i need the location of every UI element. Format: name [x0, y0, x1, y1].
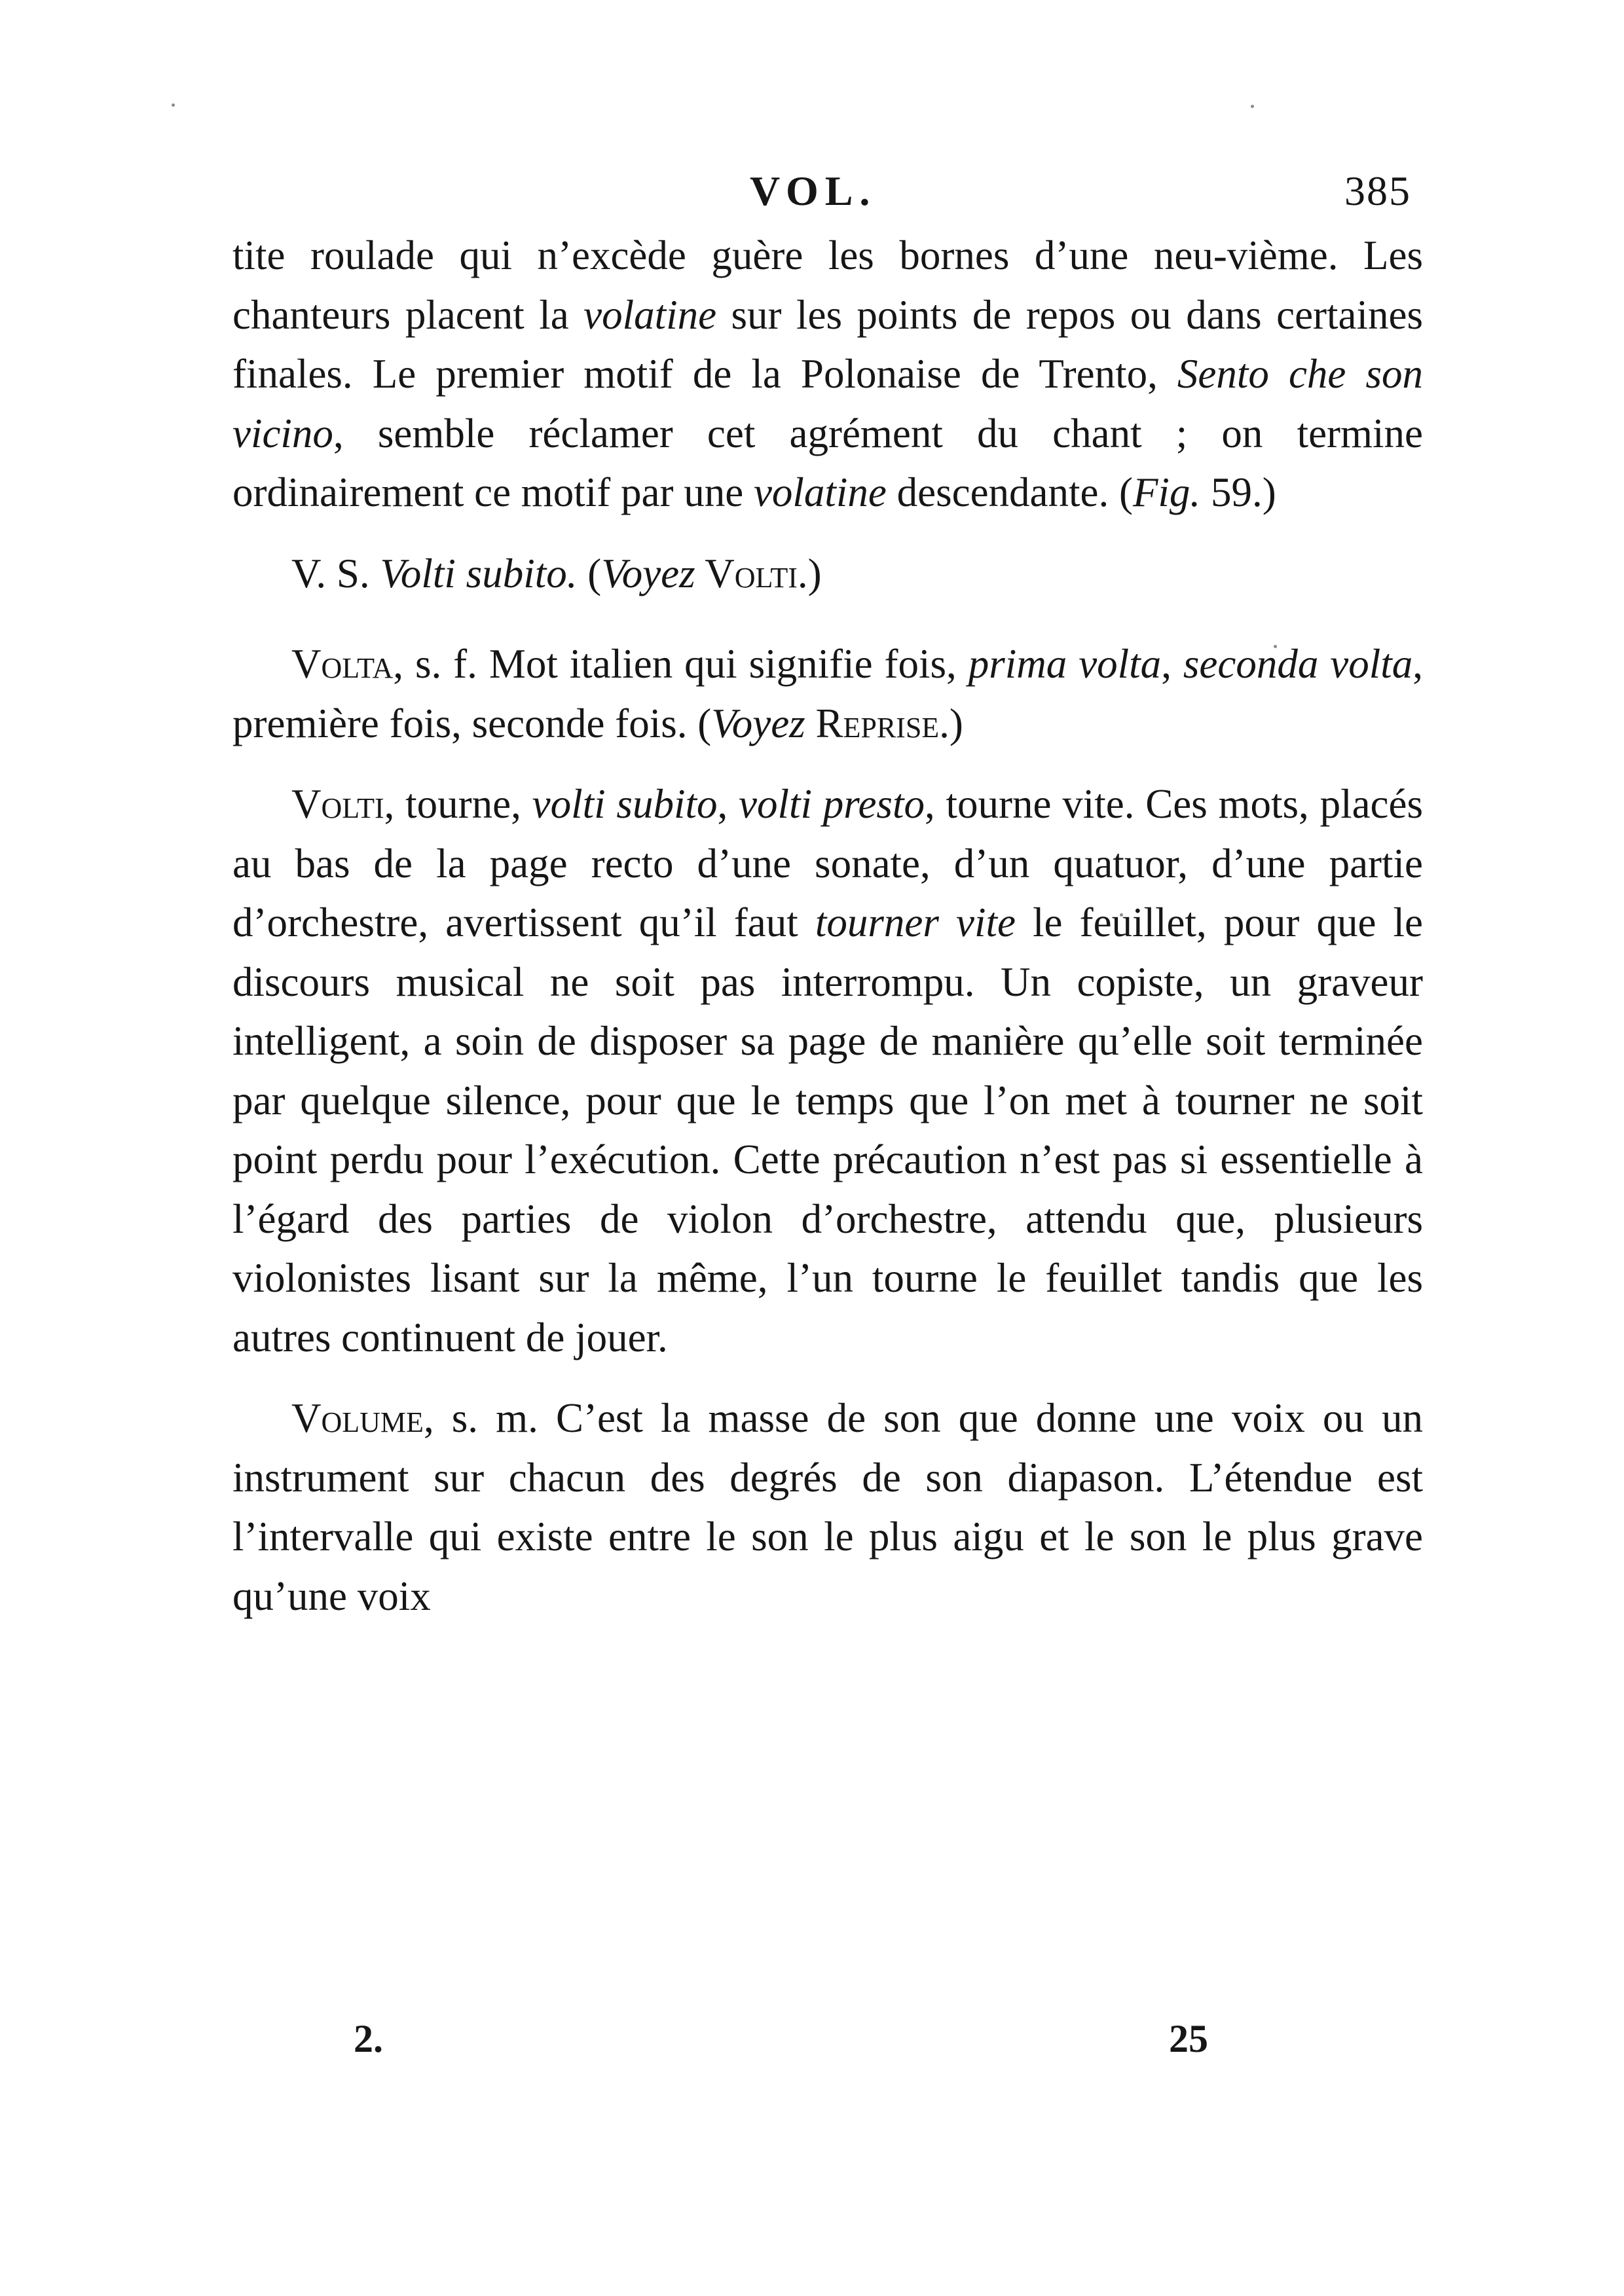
page-footer	[354, 2016, 1270, 2069]
headword: Volti	[291, 781, 384, 827]
headword: Volume	[291, 1395, 424, 1441]
entry-volume: Volume, s. m. C’est la masse de son que donne une voix ou un instrument sur chacun des degrés de son diapason. L’étendue est l’intervalle qui existe entre le son le plus aigu et le son le plus grave qu’une voix	[232, 1395, 1423, 1619]
paper-speck	[1251, 105, 1254, 108]
headword: Volta	[291, 641, 394, 687]
running-head	[232, 167, 1423, 226]
paper-speck	[172, 103, 175, 107]
entry-volta: Volta, s. f. Mot italien qui signifie fois, prima volta, seconda volta, première fois, seconde fois. (Voyez Reprise.)	[232, 641, 1423, 746]
book-page	[232, 167, 1423, 1647]
entry-volti: Volti, tourne, volti subito, volti presto, tourne vite. Ces mots, placés au bas de la page recto d’une sonate, d’un quatuor, d’une partie d’orchestre, avertissent qu’il faut tourner vite le feuillet, pour que le discours musical ne soit pas interrompu. Un copiste, un graveur intelligent, a soin de disposer sa page de manière qu’elle soit terminée par quelque silence, pour que le temps que l’on met à tourner ne soit point perdu pour l’exécution. Cette précaution n’est pas si essentielle à l’égard des parties de violon d’orchestre, attendu que, plusieurs violonistes lisant sur la même, l’un tourne le feuillet tandis que les autres continuent de jouer.	[232, 781, 1424, 1360]
entry-vs: V. S. Volti subito. (Voyez Volti.)	[291, 550, 822, 596]
dictionary-text	[232, 226, 1423, 1626]
entry-volatine-continuation: tite roulade qui n’excède guère les bornes d’une neu-vième. Les chanteurs placent la volatine sur les points de repos ou dans certaines finales. Le premier motif de la Polonaise de Trento, Sento che son vicino, semble réclamer cet agrément du chant ; on termine ordinairement ce motif par une volatine descendante. (Fig. 59.)	[232, 232, 1423, 515]
running-head-title: VOL.	[750, 168, 877, 214]
signature-mark: 2.	[354, 2017, 383, 2060]
sheet-number: 25	[1169, 2017, 1208, 2060]
page-number: 385	[1344, 168, 1411, 214]
